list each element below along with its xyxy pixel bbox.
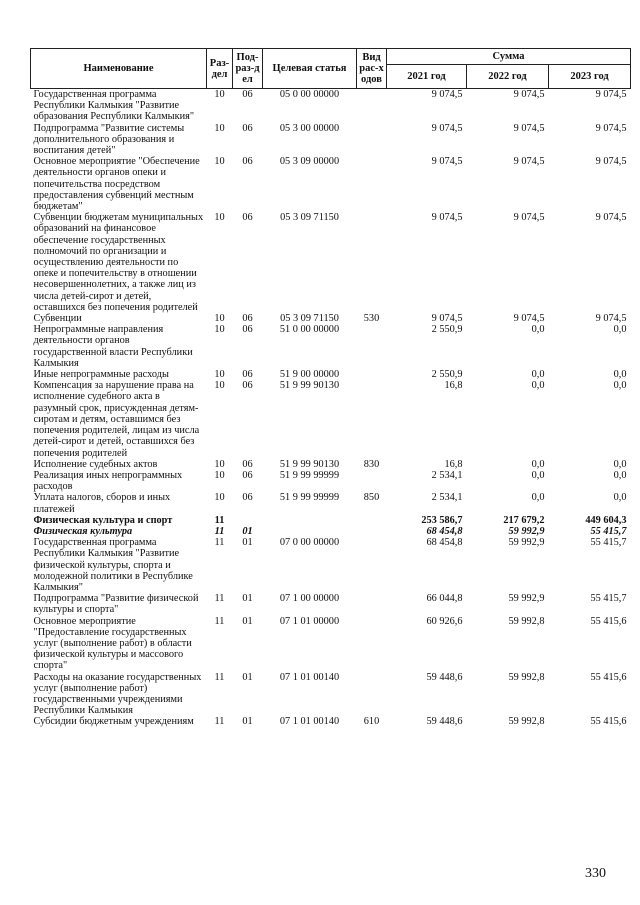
row-sum-2022: 0,0 [531, 324, 545, 336]
header-target: Целевая статья [263, 49, 357, 89]
row-sum-2022: 59 992,9 [508, 537, 545, 549]
row-vid [357, 593, 387, 615]
table-row [31, 459, 631, 470]
row-name: Физическая культура и спорт [33, 514, 173, 526]
header-2023: 2023 год [549, 65, 631, 89]
row-sum-2022: 9 074,5 [513, 212, 545, 224]
header-razdel: Раз-дел [207, 49, 233, 89]
table-row [31, 672, 631, 717]
row-podrazdel: 06 [242, 122, 253, 134]
row-sum-2023: 9 074,5 [595, 89, 627, 100]
row-sum-2023: 55 415,6 [590, 716, 627, 728]
table-row [31, 369, 631, 380]
row-name: Основное мероприятие "Предоставление государственных услуг (выполнение работ) в области физической культуры и массового спорта" [33, 615, 192, 672]
row-razdel: 10 [214, 122, 225, 134]
row-name: Основное мероприятие "Обеспечение деятельности органов опеки и попечительства посредством предоставления субвенций местным бюджетам" [33, 156, 200, 213]
row-sum-2022: 59 992,9 [508, 593, 545, 605]
row-sum-2023: 55 415,6 [590, 671, 627, 683]
row-vid: 850 [363, 492, 380, 504]
table-row [31, 616, 631, 672]
row-razdel: 10 [214, 492, 225, 504]
row-razdel: 10 [214, 156, 225, 168]
row-target [263, 526, 357, 537]
budget-table-page [30, 48, 630, 728]
table-row [31, 492, 631, 514]
row-target: 05 3 09 71150 [280, 212, 339, 224]
row-target: 51 9 99 90130 [279, 458, 340, 470]
row-target: 05 0 00 00000 [279, 89, 340, 100]
table-row [31, 526, 631, 537]
row-sum-2023: 55 415,7 [590, 537, 627, 549]
row-name: Уплата налогов, сборов и иных платежей [33, 492, 171, 515]
row-podrazdel: 06 [242, 380, 253, 392]
row-vid: 610 [363, 716, 380, 728]
row-razdel: 11 [214, 537, 225, 549]
row-vid [357, 672, 387, 717]
table-row [31, 212, 631, 313]
header-2021: 2021 год [387, 65, 467, 89]
row-target: 51 9 99 99999 [279, 469, 340, 481]
row-sum-2021: 9 074,5 [431, 212, 463, 224]
row-target: 05 3 09 71150 [280, 313, 339, 325]
row-name: Подпрограмма "Развитие физической культуры и спорта" [33, 593, 199, 616]
row-podrazdel: 06 [242, 212, 253, 224]
table-row [31, 123, 631, 157]
row-vid [357, 380, 387, 458]
row-podrazdel: 06 [242, 469, 253, 481]
row-target: 07 1 01 00140 [279, 671, 340, 683]
row-vid [357, 616, 387, 672]
row-podrazdel: 01 [242, 671, 253, 683]
row-target: 05 3 09 00000 [279, 156, 340, 168]
header-name: Наименование [31, 49, 207, 89]
row-name: Субвенции бюджетам муниципальных образований на финансовое обеспечение государственных полномочий по организации и осуществлению деятельности по опеке и попечительству в отношении несовершеннолетних, а также лиц из числа детей-сирот и детей, оставшихся без попечения родителей [33, 212, 204, 313]
row-name: Иные непрограммные расходы [33, 369, 169, 381]
row-sum-2021: 2 550,9 [431, 369, 463, 381]
row-razdel: 10 [214, 469, 225, 481]
row-razdel: 10 [214, 89, 225, 100]
row-name: Физическая культура [33, 525, 133, 537]
row-vid [357, 123, 387, 157]
row-podrazdel: 06 [242, 156, 253, 168]
row-razdel: 10 [214, 369, 225, 381]
row-name: Исполнение судебных актов [33, 458, 158, 470]
row-sum-2023: 9 074,5 [595, 212, 627, 224]
table-row [31, 716, 631, 727]
row-name: Государственная программа Республики Калмыкия "Развитие физической культуры, спорта и молодежной политики в Республике Калмыкия" [33, 537, 193, 593]
row-podrazdel: 06 [242, 89, 253, 100]
row-sum-2021: 253 586,7 [421, 514, 463, 526]
row-name: Компенсация за нарушение права на исполнение судебного акта в разумный срок, присужденная детям-сиротам и детям, оставшимся без попечения родителей, лицам из числа детей-сирот и детей, оставшихся без попечения родителей [33, 380, 200, 459]
row-razdel: 10 [214, 313, 225, 325]
row-sum-2021: 59 448,6 [426, 671, 463, 683]
row-sum-2023: 9 074,5 [595, 122, 627, 134]
row-vid [357, 515, 387, 526]
row-target: 51 9 99 99999 [279, 492, 340, 504]
row-sum-2021: 9 074,5 [431, 156, 463, 168]
row-podrazdel: 01 [242, 525, 253, 537]
row-name: Реализация иных непрограммных расходов [33, 469, 183, 493]
row-target: 07 1 01 00140 [279, 716, 340, 728]
row-sum-2022: 0,0 [531, 458, 545, 470]
row-target: 07 1 01 00000 [279, 615, 340, 627]
header-sum: Сумма [387, 49, 631, 65]
row-sum-2023: 0,0 [613, 469, 627, 481]
row-target: 51 0 00 00000 [279, 324, 340, 336]
row-name: Непрограммные направления деятельности органов государственной власти Республики Калмыкия [33, 324, 193, 369]
row-sum-2023: 9 074,5 [595, 313, 627, 325]
row-sum-2023: 9 074,5 [595, 156, 627, 168]
row-target: 51 9 99 90130 [279, 380, 340, 392]
row-sum-2022: 0,0 [531, 469, 545, 481]
row-razdel: 10 [214, 458, 225, 470]
row-razdel: 11 [214, 615, 225, 627]
row-sum-2022: 217 679,2 [503, 514, 545, 526]
row-sum-2022: 59 992,8 [508, 615, 545, 627]
row-sum-2021: 9 074,5 [431, 313, 463, 325]
header-vid: Вид рас-ходов [357, 49, 387, 89]
row-name: Государственная программа Республики Калмыкия "Развитие образования Республики Калмыкия" [33, 89, 195, 123]
row-sum-2023: 0,0 [613, 458, 627, 470]
row-sum-2021: 16,8 [444, 458, 463, 470]
row-sum-2022: 59 992,9 [508, 525, 545, 537]
row-razdel: 11 [214, 593, 225, 605]
row-podrazdel: 01 [242, 716, 253, 728]
row-podrazdel: 01 [242, 537, 253, 549]
row-sum-2022: 9 074,5 [513, 89, 545, 100]
row-sum-2021: 68 454,8 [426, 537, 463, 549]
row-podrazdel: 06 [242, 369, 253, 381]
row-vid [357, 156, 387, 212]
row-vid [357, 212, 387, 313]
row-podrazdel: 01 [242, 615, 253, 627]
row-sum-2022: 9 074,5 [513, 156, 545, 168]
row-target: 05 3 00 00000 [279, 122, 340, 134]
table-body [31, 89, 631, 728]
row-podrazdel [233, 515, 263, 526]
row-sum-2023: 55 415,6 [590, 615, 627, 627]
row-sum-2023: 0,0 [613, 492, 627, 504]
table-header [31, 49, 631, 89]
row-vid [357, 526, 387, 537]
row-razdel: 10 [214, 324, 225, 336]
row-podrazdel: 06 [242, 458, 253, 470]
header-podrazdel: Под-раз-дел [233, 49, 263, 89]
row-vid [357, 470, 387, 492]
row-sum-2021: 66 044,8 [426, 593, 463, 605]
row-podrazdel: 06 [242, 313, 253, 325]
row-sum-2023: 55 415,7 [590, 593, 627, 605]
row-razdel: 10 [214, 380, 225, 392]
row-vid [357, 89, 387, 123]
row-sum-2023: 0,0 [613, 324, 627, 336]
row-sum-2021: 16,8 [444, 380, 463, 392]
row-sum-2021: 9 074,5 [431, 89, 463, 100]
row-sum-2021: 68 454,8 [426, 525, 463, 537]
row-razdel: 11 [214, 716, 225, 728]
row-target: 07 1 00 00000 [279, 593, 340, 605]
table-row [31, 156, 631, 212]
row-sum-2021: 2 550,9 [431, 324, 463, 336]
row-sum-2021: 9 074,5 [431, 122, 463, 134]
row-sum-2022: 9 074,5 [513, 122, 545, 134]
row-vid: 830 [363, 458, 380, 470]
table-row [31, 324, 631, 369]
table-row [31, 313, 631, 324]
row-sum-2023: 449 604,3 [585, 514, 627, 526]
row-razdel: 11 [214, 525, 225, 537]
row-vid [357, 369, 387, 380]
row-sum-2021: 60 926,6 [426, 615, 463, 627]
row-name: Субвенции [33, 313, 82, 325]
row-podrazdel: 06 [242, 492, 253, 504]
table-row [31, 515, 631, 526]
row-sum-2022: 59 992,8 [508, 716, 545, 728]
row-sum-2023: 55 415,7 [590, 525, 627, 537]
row-razdel: 10 [214, 212, 225, 224]
row-podrazdel: 06 [242, 324, 253, 336]
table-row [31, 380, 631, 458]
table-row [31, 89, 631, 123]
row-vid [357, 537, 387, 593]
row-sum-2022: 9 074,5 [513, 313, 545, 325]
row-target: 51 9 00 00000 [279, 369, 340, 381]
row-sum-2021: 2 534,1 [431, 469, 463, 481]
table-row [31, 593, 631, 615]
row-sum-2022: 0,0 [531, 369, 545, 381]
row-razdel: 11 [214, 514, 225, 526]
row-sum-2023: 0,0 [613, 380, 627, 392]
row-name: Подпрограмма "Развитие системы дополнительного образования и воспитания детей" [33, 122, 185, 157]
row-name: Субсидии бюджетным учреждениям [33, 716, 194, 728]
row-podrazdel: 01 [242, 593, 253, 605]
header-2022: 2022 год [467, 65, 549, 89]
budget-table [30, 48, 631, 728]
table-row [31, 537, 631, 593]
table-row [31, 470, 631, 492]
row-sum-2022: 59 992,8 [508, 671, 545, 683]
row-target [263, 515, 357, 526]
row-sum-2022: 0,0 [531, 492, 545, 504]
row-sum-2022: 0,0 [531, 380, 545, 392]
row-target: 07 0 00 00000 [279, 537, 340, 549]
row-sum-2021: 59 448,6 [426, 716, 463, 728]
row-sum-2023: 0,0 [613, 369, 627, 381]
row-sum-2021: 2 534,1 [431, 492, 463, 504]
page-number: 330 [585, 866, 606, 881]
row-razdel: 11 [214, 671, 225, 683]
row-name: Расходы на оказание государственных услуг (выполнение работ) государственными учреждениями Республики Калмыкия [33, 671, 202, 717]
row-vid [357, 324, 387, 369]
row-vid: 530 [363, 313, 380, 325]
